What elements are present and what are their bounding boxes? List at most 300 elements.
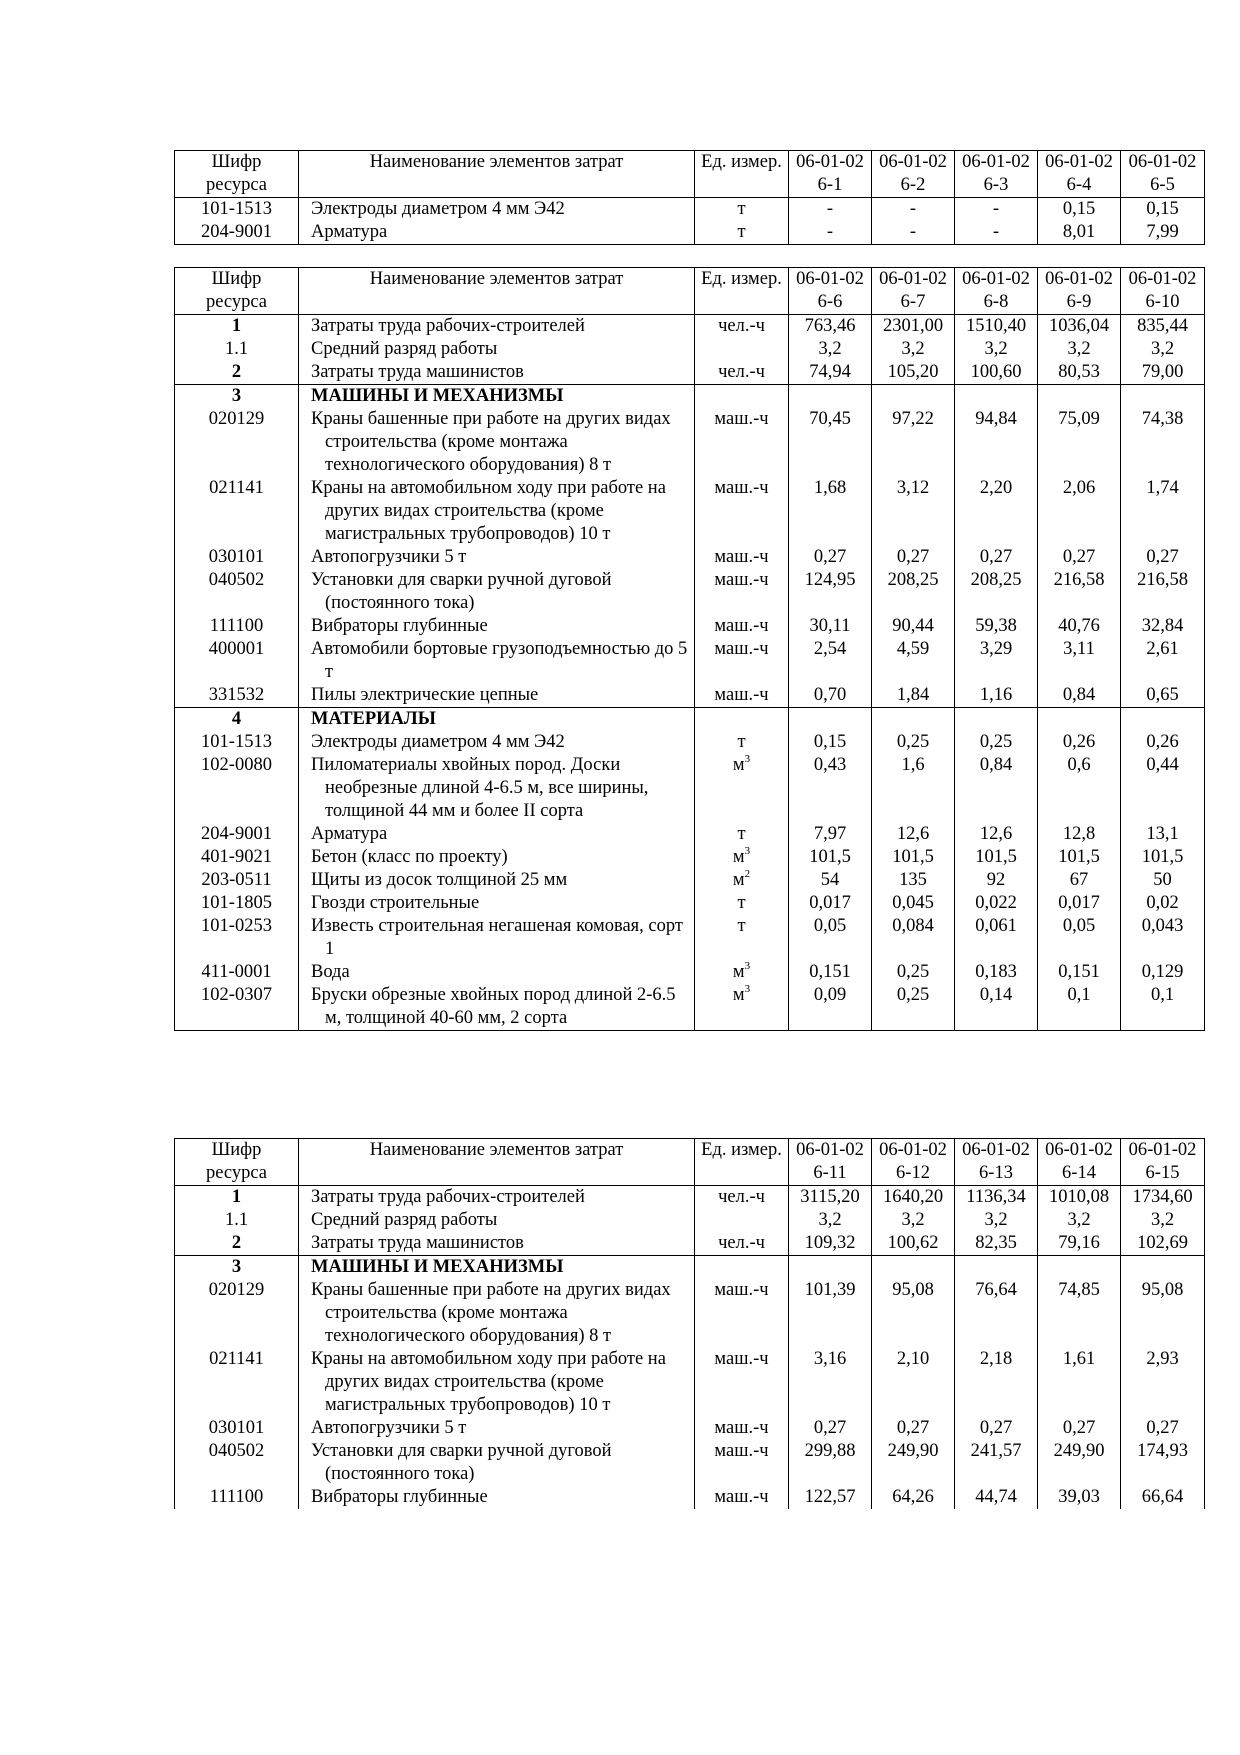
- unit: маш.-ч: [695, 1417, 789, 1440]
- resource-code: 2: [175, 1232, 299, 1256]
- header-column-code: 06-01-026-8: [955, 268, 1038, 315]
- unit: [695, 708, 789, 732]
- value-cell: 44,74: [955, 1486, 1038, 1509]
- table-row: [175, 638, 1205, 684]
- value-cell: 0,25: [955, 731, 1038, 754]
- value-cell: 109,32: [789, 1232, 872, 1256]
- header-column-code: 06-01-026-11: [789, 1139, 872, 1186]
- header-column-code: 06-01-026-15: [1121, 1139, 1205, 1186]
- value-cell: 2,54: [789, 638, 872, 684]
- value-cell: 2,93: [1121, 1348, 1205, 1417]
- resource-code: 2: [175, 361, 299, 385]
- table-row: [175, 546, 1205, 569]
- value-cell: 3,2: [955, 1209, 1038, 1232]
- resource-code: 020129: [175, 1279, 299, 1348]
- table-row: [175, 823, 1205, 846]
- value-cell: 0,017: [1038, 892, 1121, 915]
- table-row: [175, 846, 1205, 869]
- unit: маш.-ч: [695, 684, 789, 708]
- unit: маш.-ч: [695, 638, 789, 684]
- value-cell: 3,2: [872, 338, 955, 361]
- resource-code: 4: [175, 708, 299, 732]
- unit: $м^3$: [695, 754, 789, 823]
- value-cell: 0,27: [955, 546, 1038, 569]
- value-cell: 249,90: [872, 1440, 955, 1486]
- value-cell: 0,043: [1121, 915, 1205, 961]
- resource-name: Краны башенные при работе на других видах строительства (кроме монтажа технологического оборудования) 8 т: [311, 409, 671, 475]
- resource-name: Вибраторы глубинные: [311, 1487, 488, 1507]
- value-cell: 0,25: [872, 984, 955, 1031]
- value-cell: 39,03: [1038, 1486, 1121, 1509]
- table-row: [175, 1417, 1205, 1440]
- header-column-code: 06-01-026-9: [1038, 268, 1121, 315]
- value-cell: 101,5: [1121, 846, 1205, 869]
- value-cell: 3,12: [872, 477, 955, 546]
- resource-code: 3: [175, 1256, 299, 1280]
- value-cell: -: [872, 221, 955, 245]
- value-cell: 0,27: [1121, 546, 1205, 569]
- resource-table-3: [174, 1138, 1205, 1509]
- value-cell: 1510,40: [955, 315, 1038, 339]
- resource-code: 101-1805: [175, 892, 299, 915]
- unit: [695, 338, 789, 361]
- resource-code: 204-9001: [175, 221, 299, 245]
- unit: маш.-ч: [695, 477, 789, 546]
- table-row: [175, 984, 1205, 1031]
- value-cell: 74,38: [1121, 408, 1205, 477]
- value-cell: 3,29: [955, 638, 1038, 684]
- value-cell: 80,53: [1038, 361, 1121, 385]
- resource-code: 1.1: [175, 1209, 299, 1232]
- resource-name-cell: [299, 221, 695, 245]
- header-column-code: 06-01-026-5: [1121, 151, 1205, 198]
- unit: $м^2$: [695, 869, 789, 892]
- value-cell: 124,95: [789, 569, 872, 615]
- value-cell: 0,26: [1038, 731, 1121, 754]
- resource-name-cell: [299, 984, 695, 1031]
- value-cell: 90,44: [872, 615, 955, 638]
- header-row: [175, 151, 1205, 198]
- header-column-code: 06-01-026-3: [955, 151, 1038, 198]
- value-cell: 64,26: [872, 1486, 955, 1509]
- value-cell: 174,93: [1121, 1440, 1205, 1486]
- resource-name: Вода: [311, 962, 350, 982]
- value-cell: 7,99: [1121, 221, 1205, 245]
- unit: т: [695, 221, 789, 245]
- resource-name: Краны башенные при работе на других видах строительства (кроме монтажа технологического оборудования) 8 т: [311, 1280, 671, 1346]
- resource-name: Автомобили бортовые грузоподъемностью до 5 т: [311, 639, 688, 682]
- resource-name-cell: [299, 638, 695, 684]
- value-cell: 122,57: [789, 1486, 872, 1509]
- value-cell: 75,09: [1038, 408, 1121, 477]
- resource-name: Затраты труда рабочих-строителей: [311, 316, 585, 336]
- resource-code: 101-1513: [175, 198, 299, 222]
- resource-name: Краны на автомобильном ходу при работе на других видах строительства (кроме магистральных трубопроводов) 10 т: [311, 1349, 666, 1415]
- resource-code: 021141: [175, 477, 299, 546]
- value-cell: 70,45: [789, 408, 872, 477]
- table-row: [175, 315, 1205, 339]
- resource-name: Гвозди строительные: [311, 893, 480, 913]
- resource-name: Затраты труда машинистов: [311, 362, 524, 382]
- value-cell: 76,64: [955, 1279, 1038, 1348]
- value-cell: 3115,20: [789, 1186, 872, 1210]
- value-cell: 101,39: [789, 1279, 872, 1348]
- resource-name: Щиты из досок толщиной 25 мм: [311, 870, 568, 890]
- resource-code: 111100: [175, 1486, 299, 1509]
- value-cell: 2,18: [955, 1348, 1038, 1417]
- resource-name-cell: [299, 731, 695, 754]
- resource-name: Установки для сварки ручной дуговой (постоянного тока): [311, 570, 612, 613]
- value-cell: 0,27: [955, 1417, 1038, 1440]
- value-cell: 1,61: [1038, 1348, 1121, 1417]
- unit: т: [695, 823, 789, 846]
- header-column-code: 06-01-026-10: [1121, 268, 1205, 315]
- value-cell: 66,64: [1121, 1486, 1205, 1509]
- resource-code: 111100: [175, 615, 299, 638]
- resource-name: Известь строительная негашеная комовая, сорт 1: [311, 916, 683, 959]
- value-cell: 3,2: [955, 338, 1038, 361]
- value-cell: 50: [1121, 869, 1205, 892]
- header-column-code: 06-01-026-7: [872, 268, 955, 315]
- table-row: [175, 961, 1205, 984]
- value-cell: 241,57: [955, 1440, 1038, 1486]
- value-cell: 82,35: [955, 1232, 1038, 1256]
- value-cell: 0,061: [955, 915, 1038, 961]
- value-cell: 0,27: [789, 1417, 872, 1440]
- resource-name-cell: [299, 1186, 695, 1210]
- value-cell: 105,20: [872, 361, 955, 385]
- resource-code: 030101: [175, 546, 299, 569]
- table-row: [175, 684, 1205, 708]
- table-row: [175, 1348, 1205, 1417]
- header-column-code: 06-01-026-12: [872, 1139, 955, 1186]
- unit: т: [695, 731, 789, 754]
- resource-code: 400001: [175, 638, 299, 684]
- resource-name-cell: [299, 361, 695, 385]
- resource-name-cell: [299, 823, 695, 846]
- value-cell: 32,84: [1121, 615, 1205, 638]
- value-cell: 1640,20: [872, 1186, 955, 1210]
- header-column-code: 06-01-026-6: [789, 268, 872, 315]
- value-cell: 2,06: [1038, 477, 1121, 546]
- header-column-code: 06-01-026-14: [1038, 1139, 1121, 1186]
- value-cell: 216,58: [1121, 569, 1205, 615]
- value-cell: [789, 385, 872, 409]
- table-row: [175, 338, 1205, 361]
- resource-name: Автопогрузчики 5 т: [311, 547, 467, 567]
- resource-code: 1.1: [175, 338, 299, 361]
- resource-name-cell: [299, 546, 695, 569]
- value-cell: 79,16: [1038, 1232, 1121, 1256]
- value-cell: -: [955, 198, 1038, 222]
- unit: т: [695, 892, 789, 915]
- resource-name-cell: [299, 1279, 695, 1348]
- table-row: [175, 1256, 1205, 1280]
- value-cell: 0,151: [789, 961, 872, 984]
- resource-code: 401-9021: [175, 846, 299, 869]
- header-code: Шифр ресурса: [175, 151, 299, 198]
- value-cell: 0,25: [872, 961, 955, 984]
- resource-name: Арматура: [311, 222, 388, 242]
- table-row: [175, 385, 1205, 409]
- unit: маш.-ч: [695, 615, 789, 638]
- resource-name-cell: [299, 684, 695, 708]
- value-cell: 100,60: [955, 361, 1038, 385]
- value-cell: 95,08: [1121, 1279, 1205, 1348]
- resource-name-cell: [299, 1440, 695, 1486]
- unit: [695, 1256, 789, 1280]
- value-cell: [789, 708, 872, 732]
- resource-name: Вибраторы глубинные: [311, 616, 488, 636]
- value-cell: 12,6: [955, 823, 1038, 846]
- value-cell: [1121, 1256, 1205, 1280]
- value-cell: 2301,00: [872, 315, 955, 339]
- value-cell: 1,74: [1121, 477, 1205, 546]
- unit: т: [695, 198, 789, 222]
- value-cell: 0,129: [1121, 961, 1205, 984]
- value-cell: 102,69: [1121, 1232, 1205, 1256]
- value-cell: 0,27: [1038, 1417, 1121, 1440]
- value-cell: 0,65: [1121, 684, 1205, 708]
- value-cell: 0,14: [955, 984, 1038, 1031]
- resource-code: 040502: [175, 569, 299, 615]
- resource-name-cell: [299, 961, 695, 984]
- value-cell: 100,62: [872, 1232, 955, 1256]
- value-cell: 0,151: [1038, 961, 1121, 984]
- unit: чел.-ч: [695, 1232, 789, 1256]
- value-cell: 74,94: [789, 361, 872, 385]
- unit: чел.-ч: [695, 315, 789, 339]
- resource-code: 101-1513: [175, 731, 299, 754]
- resource-name-cell: [299, 915, 695, 961]
- value-cell: 1010,08: [1038, 1186, 1121, 1210]
- value-cell: 94,84: [955, 408, 1038, 477]
- value-cell: 1,16: [955, 684, 1038, 708]
- value-cell: 3,2: [1121, 338, 1205, 361]
- value-cell: 3,2: [1121, 1209, 1205, 1232]
- value-cell: [955, 708, 1038, 732]
- value-cell: [1038, 708, 1121, 732]
- value-cell: 97,22: [872, 408, 955, 477]
- table-row: [175, 754, 1205, 823]
- value-cell: 0,15: [789, 731, 872, 754]
- value-cell: 101,5: [955, 846, 1038, 869]
- resource-code: 101-0253: [175, 915, 299, 961]
- resource-code: 102-0307: [175, 984, 299, 1031]
- value-cell: [1038, 385, 1121, 409]
- value-cell: 59,38: [955, 615, 1038, 638]
- resource-code: 021141: [175, 1348, 299, 1417]
- value-cell: -: [789, 198, 872, 222]
- value-cell: 3,2: [1038, 338, 1121, 361]
- value-cell: 0,1: [1038, 984, 1121, 1031]
- resource-name: Электроды диаметром 4 мм Э42: [311, 732, 565, 752]
- resource-name: Электроды диаметром 4 мм Э42: [311, 199, 565, 219]
- value-cell: 0,183: [955, 961, 1038, 984]
- resource-code: 203-0511: [175, 869, 299, 892]
- value-cell: 249,90: [1038, 1440, 1121, 1486]
- value-cell: 0,44: [1121, 754, 1205, 823]
- resource-name: МАШИНЫ И МЕХАНИЗМЫ: [311, 386, 564, 406]
- header-column-code: 06-01-026-1: [789, 151, 872, 198]
- value-cell: 0,25: [872, 731, 955, 754]
- value-cell: 101,5: [1038, 846, 1121, 869]
- resource-name-cell: [299, 1232, 695, 1256]
- resource-name: Краны на автомобильном ходу при работе на других видах строительства (кроме магистральных трубопроводов) 10 т: [311, 478, 666, 544]
- value-cell: 79,00: [1121, 361, 1205, 385]
- resource-name-cell: [299, 1209, 695, 1232]
- unit: маш.-ч: [695, 1279, 789, 1348]
- value-cell: 3,2: [1038, 1209, 1121, 1232]
- value-cell: 30,11: [789, 615, 872, 638]
- resource-name-cell: [299, 1256, 695, 1280]
- value-cell: 0,1: [1121, 984, 1205, 1031]
- resource-code: 1: [175, 1186, 299, 1210]
- value-cell: 299,88: [789, 1440, 872, 1486]
- value-cell: 0,43: [789, 754, 872, 823]
- header-name: Наименование элементов затрат: [299, 151, 695, 198]
- unit: т: [695, 915, 789, 961]
- header-column-code: 06-01-026-2: [872, 151, 955, 198]
- value-cell: 1136,34: [955, 1186, 1038, 1210]
- value-cell: 3,16: [789, 1348, 872, 1417]
- value-cell: 0,15: [1038, 198, 1121, 222]
- resource-code: 411-0001: [175, 961, 299, 984]
- value-cell: [872, 708, 955, 732]
- value-cell: 3,2: [789, 1209, 872, 1232]
- value-cell: 0,27: [1038, 546, 1121, 569]
- value-cell: 0,05: [789, 915, 872, 961]
- value-cell: 101,5: [872, 846, 955, 869]
- value-cell: 0,70: [789, 684, 872, 708]
- value-cell: 12,6: [872, 823, 955, 846]
- header-row: [175, 268, 1205, 315]
- table-row: [175, 408, 1205, 477]
- value-cell: 208,25: [955, 569, 1038, 615]
- table-row: [175, 869, 1205, 892]
- value-cell: 7,97: [789, 823, 872, 846]
- value-cell: 1734,60: [1121, 1186, 1205, 1210]
- resource-name: Затраты труда рабочих-строителей: [311, 1187, 585, 1207]
- resource-name: Пиломатериалы хвойных пород. Доски необрезные длиной 4-6.5 м, все ширины, толщиной 44 мм и более II сорта: [311, 755, 649, 821]
- table-row: [175, 615, 1205, 638]
- value-cell: 13,1: [1121, 823, 1205, 846]
- table-row: [175, 477, 1205, 546]
- value-cell: 67: [1038, 869, 1121, 892]
- value-cell: 101,5: [789, 846, 872, 869]
- resource-name-cell: [299, 408, 695, 477]
- value-cell: 0,27: [789, 546, 872, 569]
- value-cell: 2,61: [1121, 638, 1205, 684]
- resource-name: Затраты труда машинистов: [311, 1233, 524, 1253]
- resource-name-cell: [299, 569, 695, 615]
- resource-code: 331532: [175, 684, 299, 708]
- header-unit: Ед. измер.: [695, 1139, 789, 1186]
- resource-name-cell: [299, 338, 695, 361]
- resource-name: Бетон (класс по проекту): [311, 847, 508, 867]
- resource-name: Средний разряд работы: [311, 1210, 498, 1230]
- table-row: [175, 1279, 1205, 1348]
- resource-name-cell: [299, 1486, 695, 1509]
- header-code: Шифр ресурса: [175, 1139, 299, 1186]
- value-cell: [955, 1256, 1038, 1280]
- table-row: [175, 569, 1205, 615]
- value-cell: 3,2: [872, 1209, 955, 1232]
- value-cell: 0,27: [1121, 1417, 1205, 1440]
- table-row: [175, 221, 1205, 245]
- header-name: Наименование элементов затрат: [299, 268, 695, 315]
- value-cell: 0,02: [1121, 892, 1205, 915]
- value-cell: [1121, 708, 1205, 732]
- header-unit: Ед. измер.: [695, 268, 789, 315]
- value-cell: 0,09: [789, 984, 872, 1031]
- table-row: [175, 892, 1205, 915]
- value-cell: 40,76: [1038, 615, 1121, 638]
- value-cell: 74,85: [1038, 1279, 1121, 1348]
- unit: маш.-ч: [695, 546, 789, 569]
- value-cell: 1,68: [789, 477, 872, 546]
- resource-name-cell: [299, 892, 695, 915]
- resource-name-cell: [299, 869, 695, 892]
- resource-code: 102-0080: [175, 754, 299, 823]
- value-cell: 135: [872, 869, 955, 892]
- resource-name-cell: [299, 708, 695, 732]
- value-cell: 1,84: [872, 684, 955, 708]
- resource-name: Установки для сварки ручной дуговой (постоянного тока): [311, 1441, 612, 1484]
- value-cell: [955, 385, 1038, 409]
- value-cell: [1121, 385, 1205, 409]
- header-column-code: 06-01-026-13: [955, 1139, 1038, 1186]
- value-cell: 0,022: [955, 892, 1038, 915]
- value-cell: [1038, 1256, 1121, 1280]
- unit: $м^3$: [695, 846, 789, 869]
- resource-name: Пилы электрические цепные: [311, 685, 539, 705]
- resource-table-1: [174, 150, 1205, 245]
- table-row: [175, 1186, 1205, 1210]
- resource-table-2: [174, 267, 1205, 1031]
- table-row: [175, 731, 1205, 754]
- table-row: [175, 1232, 1205, 1256]
- value-cell: 2,10: [872, 1348, 955, 1417]
- unit: $м^3$: [695, 984, 789, 1031]
- resource-name-cell: [299, 615, 695, 638]
- value-cell: 4,59: [872, 638, 955, 684]
- value-cell: 92: [955, 869, 1038, 892]
- unit: $м^3$: [695, 961, 789, 984]
- resource-name-cell: [299, 754, 695, 823]
- header-code: Шифр ресурса: [175, 268, 299, 315]
- table-row: [175, 1486, 1205, 1509]
- header-unit: Ед. измер.: [695, 151, 789, 198]
- resource-name: МАТЕРИАЛЫ: [311, 709, 436, 729]
- resource-name-cell: [299, 477, 695, 546]
- table-row: [175, 361, 1205, 385]
- value-cell: 12,8: [1038, 823, 1121, 846]
- value-cell: 0,6: [1038, 754, 1121, 823]
- resource-name: Бруски обрезные хвойных пород длиной 2-6.5 м, толщиной 40-60 мм, 2 сорта: [311, 985, 676, 1028]
- table-row: [175, 198, 1205, 222]
- resource-name: Арматура: [311, 824, 388, 844]
- resource-code: 040502: [175, 1440, 299, 1486]
- value-cell: 8,01: [1038, 221, 1121, 245]
- resource-name-cell: [299, 198, 695, 222]
- header-column-code: 06-01-026-4: [1038, 151, 1121, 198]
- resource-code: 204-9001: [175, 823, 299, 846]
- value-cell: 1036,04: [1038, 315, 1121, 339]
- resource-name-cell: [299, 315, 695, 339]
- resource-code: 020129: [175, 408, 299, 477]
- header-name: Наименование элементов затрат: [299, 1139, 695, 1186]
